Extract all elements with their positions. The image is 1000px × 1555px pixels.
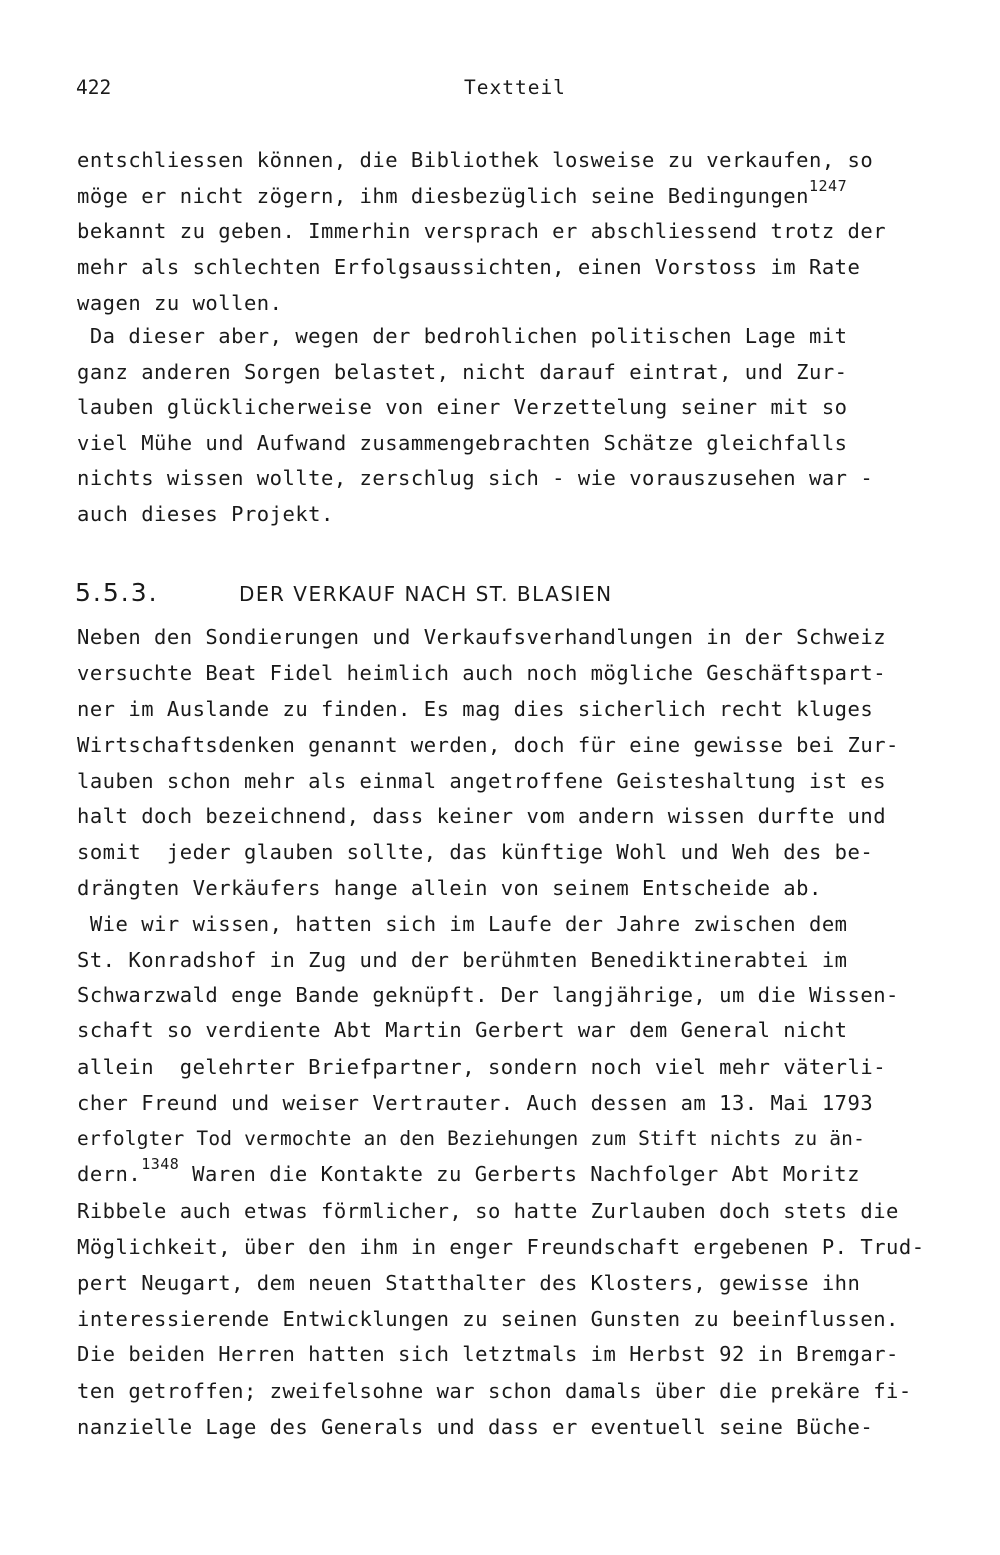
text-line: nichts wissen wollte, zerschlug sich - wie vorauszusehen war - <box>77 466 874 490</box>
text-line: pert Neugart, dem neuen Statthalter des Klosters, gewisse ihn <box>77 1271 861 1295</box>
footnote-marker: 1247 <box>809 177 848 195</box>
text-line: nanzielle Lage des Generals und dass er eventuell seine Büche- <box>77 1415 874 1439</box>
text-line <box>77 177 848 208</box>
text-line: viel Mühe und Aufwand zusammengebrachten Schätze gleichfalls <box>77 431 848 455</box>
text-line: Wie wir wissen, hatten sich im Laufe der Jahre zwischen dem <box>77 912 848 936</box>
text-line: interessierende Entwicklungen zu seinen Gunsten zu beeinflussen. <box>77 1307 899 1331</box>
text-line: ganz anderen Sorgen belastet, nicht darauf eintrat, und Zur- <box>77 360 848 384</box>
page-number: 422 <box>76 76 112 99</box>
text-line: ner im Auslande zu finden. Es mag dies sicherlich recht kluges <box>77 697 874 721</box>
text-line: cher Freund und weiser Vertrauter. Auch dessen am 13. Mai 1793 <box>77 1091 874 1115</box>
text-line: allein gelehrter Briefpartner, sondern noch viel mehr väterli- <box>77 1055 887 1079</box>
text-line-part: dern. <box>77 1162 142 1186</box>
text-line: Möglichkeit, über den ihm in enger Freundschaft ergebenen P. Trud- <box>77 1235 925 1259</box>
text-line: ten getroffen; zweifelsohne war schon damals über die prekäre fi- <box>77 1379 912 1403</box>
text-line: drängten Verkäufers hange allein von seinem Entscheide ab. <box>77 876 822 900</box>
text-line: Ribbele auch etwas förmlicher, so hatte Zurlauben doch stets die <box>77 1199 899 1223</box>
text-line: schaft so verdiente Abt Martin Gerbert war dem General nicht <box>77 1018 848 1042</box>
text-line: Schwarzwald enge Bande geknüpft. Der langjährige, um die Wissen- <box>77 983 899 1007</box>
text-line-part: Waren die Kontakte zu Gerberts Nachfolger Abt Moritz <box>179 1162 860 1186</box>
text-line: Da dieser aber, wegen der bedrohlichen politischen Lage mit <box>77 324 848 348</box>
text-line: bekannt zu geben. Immerhin versprach er abschliessend trotz der <box>77 219 887 243</box>
text-line: auch dieses Projekt. <box>77 502 334 526</box>
text-line: mehr als schlechten Erfolgsaussichten, einen Vorstoss im Rate <box>77 255 861 279</box>
running-title: Textteil <box>464 76 566 99</box>
text-line: entschliessen können, die Bibliothek losweise zu verkaufen, so <box>77 148 874 172</box>
text-line: Die beiden Herren hatten sich letztmals im Herbst 92 in Bremgar- <box>77 1342 899 1366</box>
text-line: lauben glücklicherweise von einer Verzettelung seiner mit so <box>77 395 848 419</box>
text-line-part: möge er nicht zögern, ihm diesbezüglich seine Bedingungen <box>77 184 809 208</box>
footnote-marker: 1348 <box>141 1155 180 1173</box>
text-line: St. Konradshof in Zug und der berühmten Benediktinerabtei im <box>77 948 848 972</box>
text-line: erfolgter Tod vermochte an den Beziehungen zum Stift nichts zu än- <box>77 1127 866 1150</box>
section-title: DER VERKAUF NACH ST. BLASIEN <box>239 582 613 606</box>
text-line: halt doch bezeichnend, dass keiner vom andern wissen durfte und <box>77 804 887 828</box>
text-line: wagen zu wollen. <box>77 291 283 315</box>
text-line: lauben schon mehr als einmal angetroffene Geisteshaltung ist es <box>77 769 887 793</box>
text-line: Wirtschaftsdenken genannt werden, doch für eine gewisse bei Zur- <box>77 733 899 757</box>
text-line: versuchte Beat Fidel heimlich auch noch mögliche Geschäftspart- <box>77 661 887 685</box>
text-line: somit jeder glauben sollte, das künftige Wohl und Weh des be- <box>77 840 874 864</box>
section-number: 5.5.3. <box>75 578 159 607</box>
text-line: Neben den Sondierungen und Verkaufsverhandlungen in der Schweiz <box>77 625 887 649</box>
running-head <box>76 76 926 106</box>
text-line <box>77 1155 860 1186</box>
